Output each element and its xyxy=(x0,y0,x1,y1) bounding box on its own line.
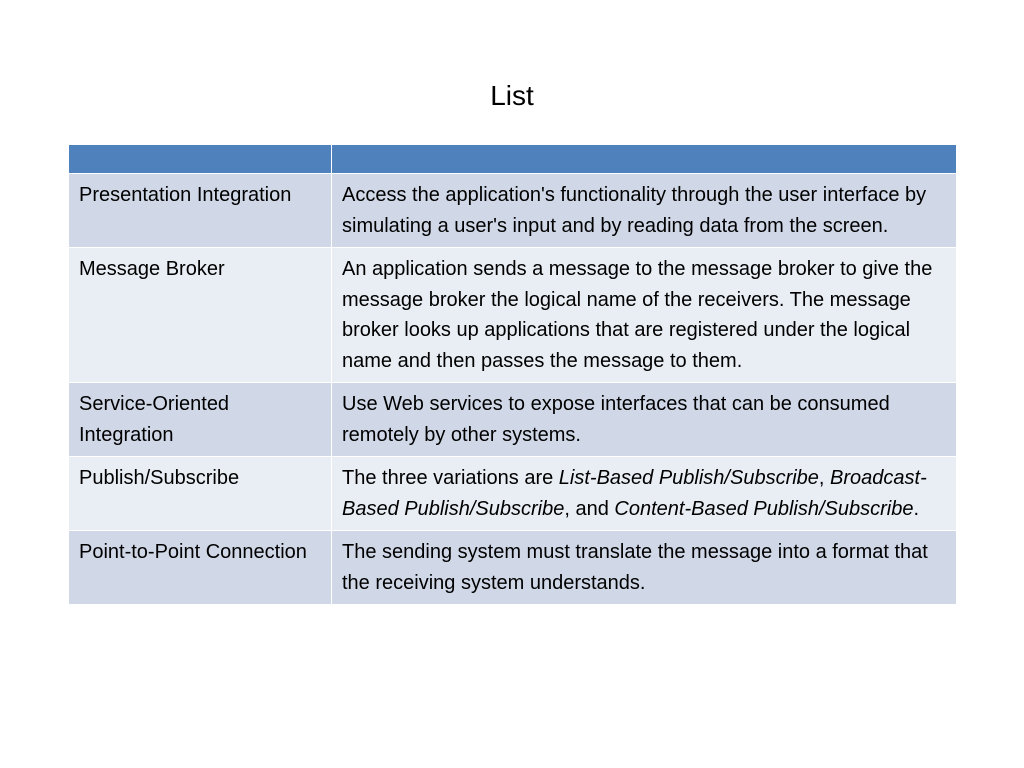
description-cell xyxy=(332,531,957,605)
description-italic-text: Content-Based Publish/Subscribe xyxy=(614,497,914,520)
header-row xyxy=(69,145,957,174)
term-cell: Point-to-Point Connection xyxy=(69,531,332,605)
description-cell xyxy=(332,174,957,248)
term-cell: Presentation Integration xyxy=(69,174,332,248)
description-italic-text: List-Based Publish/Subscribe xyxy=(558,467,819,489)
table-row xyxy=(69,383,957,457)
table-row xyxy=(69,174,957,248)
description-cell xyxy=(332,248,957,383)
term-cell: Publish/Subscribe xyxy=(69,457,332,531)
header-cell-term xyxy=(69,145,332,174)
description-cell xyxy=(332,383,957,457)
description-italic-text: Broadcast-Based Publish/Subscribe xyxy=(342,467,927,520)
description-text: Access the application's functionality through the user interface by simulating a user's input and by reading data from the screen. xyxy=(342,184,927,237)
description-cell xyxy=(332,457,957,531)
description-text: , xyxy=(818,467,831,489)
description-text: An application sends a message to the message broker to give the message broker the logical name of the receivers. The message broker looks up applications that are registered under the logical name and then passes the message to them. xyxy=(342,258,933,372)
description-text: . xyxy=(913,497,920,520)
integration-table xyxy=(68,144,957,605)
description-text: The sending system must translate the message into a format that the receiving system understands. xyxy=(342,541,928,594)
header-cell-description xyxy=(332,145,957,174)
description-text: , and xyxy=(564,497,615,520)
slide-title: List xyxy=(490,80,534,111)
table-row xyxy=(69,248,957,383)
description-text: Use Web services to expose interfaces that can be consumed remotely by other systems. xyxy=(342,393,890,446)
term-cell: Message Broker xyxy=(69,248,332,383)
table-body xyxy=(69,174,957,605)
description-text: The three variations are xyxy=(342,467,559,489)
table-header xyxy=(69,145,957,174)
table-row xyxy=(69,531,957,605)
term-cell: Service-Oriented Integration xyxy=(69,383,332,457)
table-row xyxy=(69,457,957,531)
